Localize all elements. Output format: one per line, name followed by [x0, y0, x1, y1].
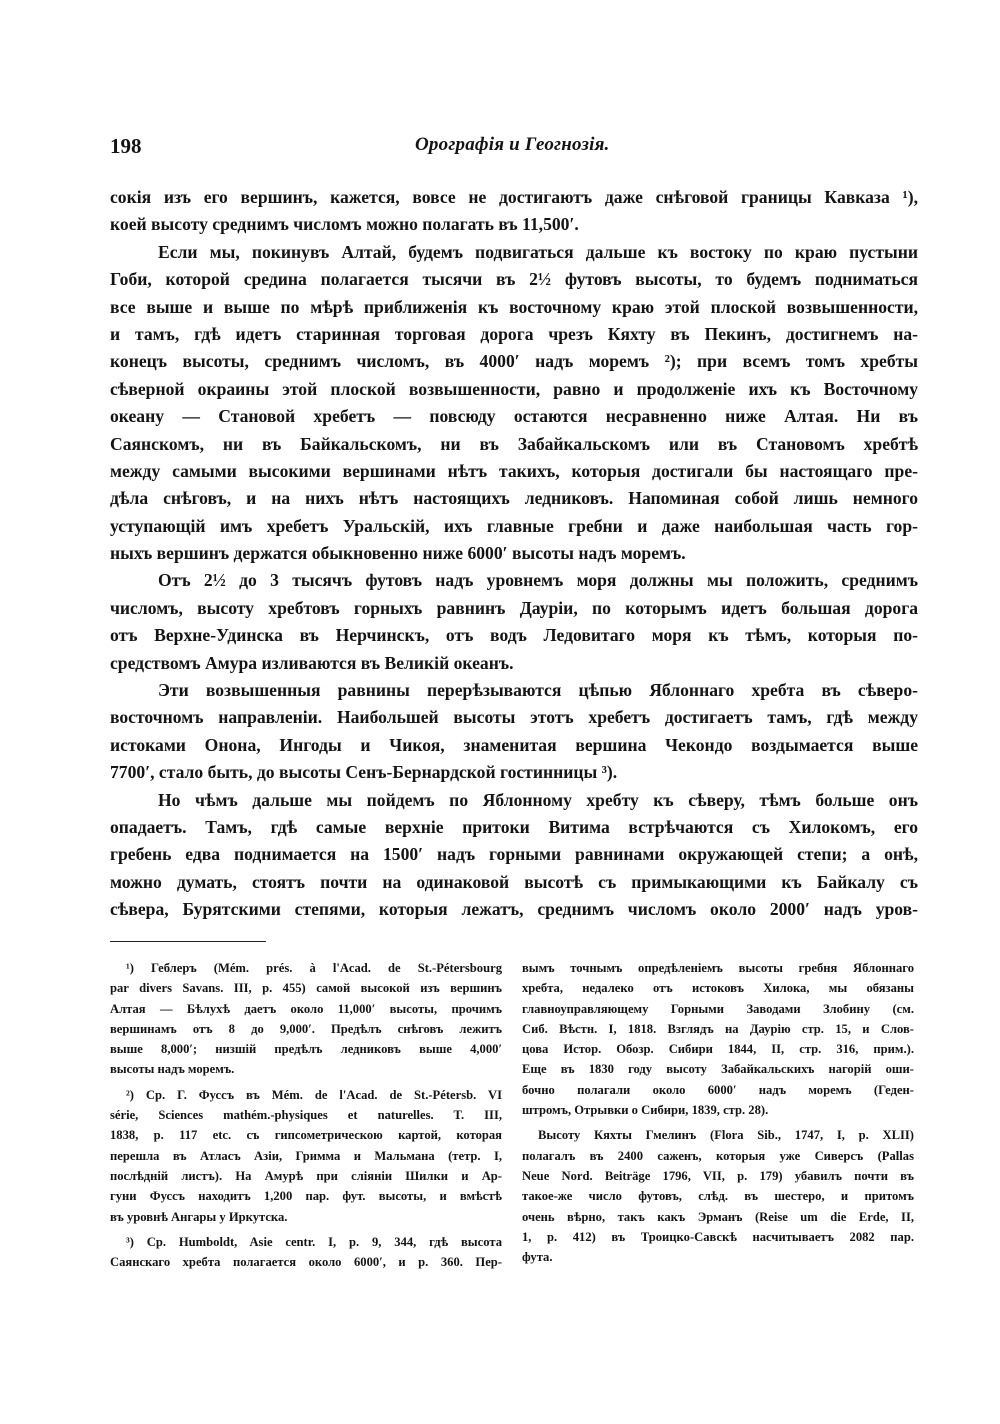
- body-line: Гоби, которой средина полагается тысячи въ 2½ футовъ высоты, то будемъ подниматься: [110, 269, 918, 290]
- body-line: океану — Становой хребетъ — повсюду остаются несравненно ниже Алтая. Ни въ: [110, 406, 918, 427]
- body-line: конецъ высоты, среднимъ числомъ, въ 4000′ надъ моремъ ²); при всемъ томъ хребты: [110, 351, 918, 372]
- body-line: сокія изъ его вершинъ, кажется, вовсе не достигаютъ даже снѣговой границы Кавказа ¹),: [110, 187, 918, 207]
- body-line: Эти возвышенныя равнины перерѣзываются цѣпью Яблоннаго хребта въ сѣверо-: [158, 680, 918, 701]
- footnote-line: Высоту Кяхты Гмелинъ (Flora Sib., 1747, I, p. XLII): [538, 1128, 914, 1143]
- footnote-line: 1838, p. 117 etc. съ гипсометрическою картой, которая: [110, 1128, 502, 1143]
- body-line: ныхъ вершинъ держатся обыкновенно ниже 6000′ высоты надъ моремъ.: [110, 543, 686, 564]
- body-line: коей высоту среднимъ числомъ можно полагать въ 11,500′.: [110, 214, 579, 235]
- body-line: можно думать, стоятъ почти на одинаковой высотѣ съ примыкающими къ Байкалу съ: [110, 871, 918, 892]
- body-line: Если мы, покинувъ Алтай, будемъ подвигаться дальше къ востоку по краю пустыни: [158, 241, 918, 262]
- body-line: опадаетъ. Тамъ, гдѣ самые верхніе притоки Витима встрѣчаются съ Хилокомъ, его: [110, 816, 918, 837]
- footnote-line: ³) Ср. Humboldt, Asie centr. I, p. 9, 344, гдѣ высота: [126, 1234, 502, 1249]
- footnote-line: вершинамъ отъ 8 до 9,000′. Предѣлъ снѣговъ лежитъ: [110, 1021, 502, 1036]
- body-line: истоками Онона, Ингоды и Чикоя, знаменитая вершина Чекондо воздымается выше: [110, 734, 918, 755]
- body-line: средствомъ Амура изливаются въ Великій океанъ.: [110, 652, 514, 673]
- body-line: 7700′, стало быть, до высоты Сенъ-Бернардской гостинницы ³).: [110, 762, 618, 783]
- body-line: Саянскомъ, ни въ Байкальскомъ, ни въ Забайкальскомъ или въ Становомъ хребтѣ: [110, 433, 918, 454]
- body-line: дѣла снѣговъ, и на нихъ нѣтъ настоящихъ ледниковъ. Напоминая собой лишь немного: [110, 488, 918, 509]
- footnote-line: такое-же число футовъ, слѣд. въ шестеро, и притомъ: [522, 1189, 914, 1204]
- footnote-line: série, Sciences mathém.-physiques et naturelles. T. III,: [110, 1108, 502, 1123]
- body-line: все выше и выше по мѣрѣ приближенія къ восточному краю этой плоской возвышенности,: [110, 296, 918, 317]
- body-line: уступающій имъ хребетъ Уральскій, ихъ главные гребни и даже наибольшая часть гор-: [110, 515, 918, 536]
- footnote-line: ²) Ср. Г. Фуссъ въ Mém. de l'Acad. de St.-Pétersb. VI: [126, 1087, 502, 1102]
- footnote-line: Еще въ 1830 году высоту Забайкальскихъ нагорій оши-: [522, 1062, 914, 1077]
- footnote-rule: [110, 941, 266, 942]
- body-line: и тамъ, гдѣ идетъ старинная торговая дорога чрезъ Кяхту въ Пекинъ, достигнемъ на-: [110, 323, 918, 344]
- footnote-line: Сиб. Вѣстн. I, 1818. Взглядъ на Даурію стр. 15, и Слов-: [522, 1021, 914, 1036]
- footnote-line: перешла въ Атласъ Азіи, Гримма и Мальмана (тетр. I,: [110, 1148, 502, 1163]
- footnote-line: 1, p. 412) въ Троицко-Савскѣ насчитываетъ 2082 пар.: [522, 1229, 914, 1244]
- footnote-line: полагалъ въ 2400 саженъ, которыя уже Сиверсъ (Pallas: [522, 1148, 914, 1163]
- footnote-line: послѣдній листъ). На Амурѣ при сліяніи Шилки и Ар-: [110, 1168, 502, 1183]
- footnote-line: въ уровнѣ Ангары у Иркутска.: [110, 1209, 288, 1224]
- main-text: [110, 184, 918, 924]
- footnote-line: цова Истор. Обозр. Сибири 1844, II, стр. 316, прим.).: [522, 1042, 914, 1057]
- footnote-line: Neue Nord. Beiträge 1796, VII, p. 179) убавилъ почти въ: [522, 1168, 914, 1183]
- body-line: сѣверной окраины этой плоской возвышенности, равно и продолженіе ихъ къ Восточному: [110, 378, 918, 399]
- footnote-line: Алтая — Бѣлухѣ даетъ около 11,000′ высоты, прочимъ: [110, 1001, 502, 1016]
- footnotes-left-column: [110, 958, 502, 1272]
- footnote-line: выше 8,000′; низшій предѣлъ ледниковъ выше 4,000′: [110, 1042, 502, 1057]
- footnote-line: ¹) Геблеръ (Mém. prés. à l'Acad. de St.-Pétersbourg: [126, 961, 502, 975]
- body-line: гребень едва поднимается на 1500′ надъ горными равнинами окружающей степи; а онѣ,: [110, 844, 918, 865]
- body-line: отъ Верхне-Удинска въ Нерчинскъ, отъ водъ Ледовитаго моря къ тѣмъ, которыя по-: [110, 625, 918, 646]
- running-head: [110, 134, 918, 162]
- footnote-line: бочно полагали около 6000′ надъ моремъ (Геден-: [522, 1082, 914, 1097]
- footnote-line: гуни Фуссъ находитъ 1,200 пар. фут. высоты, и вмѣстѣ: [110, 1189, 502, 1204]
- body-line: восточномъ направленіи. Наибольшей высоты этотъ хребетъ достигаетъ тамъ, гдѣ между: [110, 707, 918, 728]
- footnotes-right-column: [522, 958, 914, 1267]
- footnote-line: par divers Savans. III, p. 455) самой высокой изъ вершинъ: [110, 981, 502, 996]
- footnote-line: хребта, недалеко отъ истоковъ Хилока, мы обязаны: [522, 981, 914, 996]
- footnote-line: вымъ точнымъ опредѣленіемъ высоты гребня Яблоннаго: [522, 961, 914, 975]
- body-line: между самыми высокими вершинами нѣтъ такихъ, которыя достигали бы настоящаго пре-: [110, 460, 918, 481]
- footnote-line: главноуправляющему Горными Заводами Злобину (см.: [522, 1001, 914, 1016]
- page-number: 198: [110, 134, 142, 158]
- body-line: сѣвера, Бурятскими степями, которыя лежатъ, среднимъ числомъ около 2000′ надъ уров-: [110, 899, 918, 920]
- body-line: числомъ, высоту хребтовъ горныхъ равнинъ Дауріи, по которымъ идетъ большая дорога: [110, 597, 918, 618]
- footnote-line: очень вѣрно, такъ какъ Эрманъ (Reise um die Erde, II,: [522, 1209, 914, 1224]
- body-line: Отъ 2½ до 3 тысячъ футовъ надъ уровнемъ моря должны мы положить, среднимъ: [158, 570, 918, 591]
- footnote-line: штромъ, Отрывки о Сибири, 1839, стр. 28).: [522, 1103, 769, 1118]
- footnote-line: фута.: [522, 1250, 553, 1265]
- footnote-line: Саянскаго хребта полагается около 6000′, и p. 360. Пер-: [110, 1255, 502, 1270]
- body-line: Но чѣмъ дальше мы пойдемъ по Яблонному хребту къ сѣверу, тѣмъ больше онъ: [158, 789, 918, 810]
- footnote-line: высоты надъ моремъ.: [110, 1062, 235, 1077]
- running-title: Орографія и Геогнозія.: [415, 134, 610, 155]
